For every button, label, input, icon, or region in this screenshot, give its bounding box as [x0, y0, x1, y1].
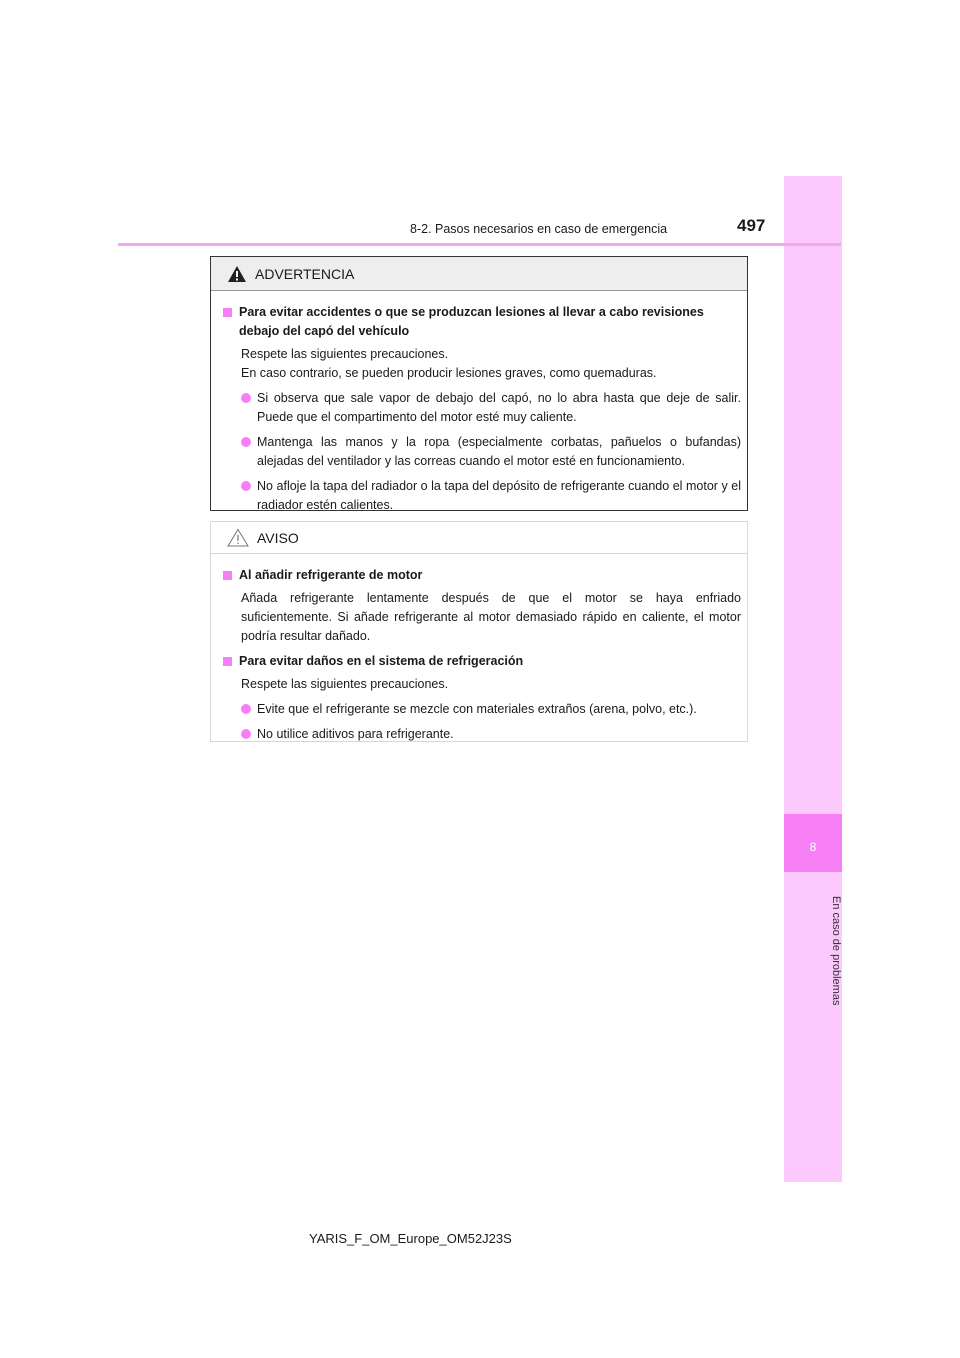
notice-box: [210, 521, 748, 742]
warning-title: ADVERTENCIA: [255, 265, 355, 282]
warning-triangle-icon: [227, 265, 247, 283]
chapter-sidebar: [784, 176, 842, 1182]
warning-box: [210, 256, 748, 511]
square-bullet-icon: [223, 308, 232, 317]
circle-bullet-icon: [241, 729, 251, 739]
circle-bullet-icon: [241, 393, 251, 403]
notice-box-header: [211, 522, 747, 554]
warning-intro: Respete las siguientes precauciones. En caso contrario, se pueden producir lesiones graves, como quemaduras.: [241, 347, 657, 380]
list-item: Evite que el refrigerante se mezcle con materiales extraños (arena, polvo, etc.).: [223, 700, 741, 719]
chapter-number: 8: [809, 840, 817, 854]
notice-text: Añada refrigerante lentamente después de que el motor se haya enfriado suficientemente. Si añade refrigerante al motor demasiado rápido en caliente, el motor podría resultar dañado.: [241, 591, 741, 643]
warning-box-header: [211, 257, 747, 291]
list-item: No afloje la tapa del radiador o la tapa del depósito de refrigerante cuando el motor y el radiador estén calientes.: [223, 477, 741, 515]
list-item: No utilice aditivos para refrigerante.: [223, 725, 741, 744]
page-number: 497: [737, 216, 766, 235]
chapter-title: En caso de problemas: [830, 896, 842, 1006]
caution-triangle-outline-icon: [227, 528, 249, 547]
list-item: Si observa que sale vapor de debajo del capó, no lo abra hasta que deje de salir. Puede que el compartimento del motor esté muy caliente.: [223, 389, 741, 427]
chapter-tab: [784, 814, 842, 872]
square-bullet-icon: [223, 571, 232, 580]
section-title: 8-2. Pasos necesarios en caso de emergencia: [410, 222, 668, 236]
notice-heading: Al añadir refrigerante de motor: [223, 566, 741, 585]
footer-code: YARIS_F_OM_Europe_OM52J23S: [309, 1231, 512, 1246]
circle-bullet-icon: [241, 704, 251, 714]
circle-bullet-icon: [241, 437, 251, 447]
header-rule: [118, 243, 841, 246]
notice-heading: Para evitar daños en el sistema de refrigeración: [223, 652, 741, 671]
notice-title: AVISO: [257, 529, 299, 546]
warning-heading: Para evitar accidentes o que se produzcan lesiones al llevar a cabo revisiones debajo del capó del vehículo: [223, 303, 741, 341]
notice-text: Respete las siguientes precauciones.: [241, 677, 449, 691]
circle-bullet-icon: [241, 481, 251, 491]
list-item: Mantenga las manos y la ropa (especialmente corbatas, pañuelos o bufandas) alejadas del ventilador y las correas cuando el motor esté en funcionamiento.: [223, 433, 741, 471]
square-bullet-icon: [223, 657, 232, 666]
